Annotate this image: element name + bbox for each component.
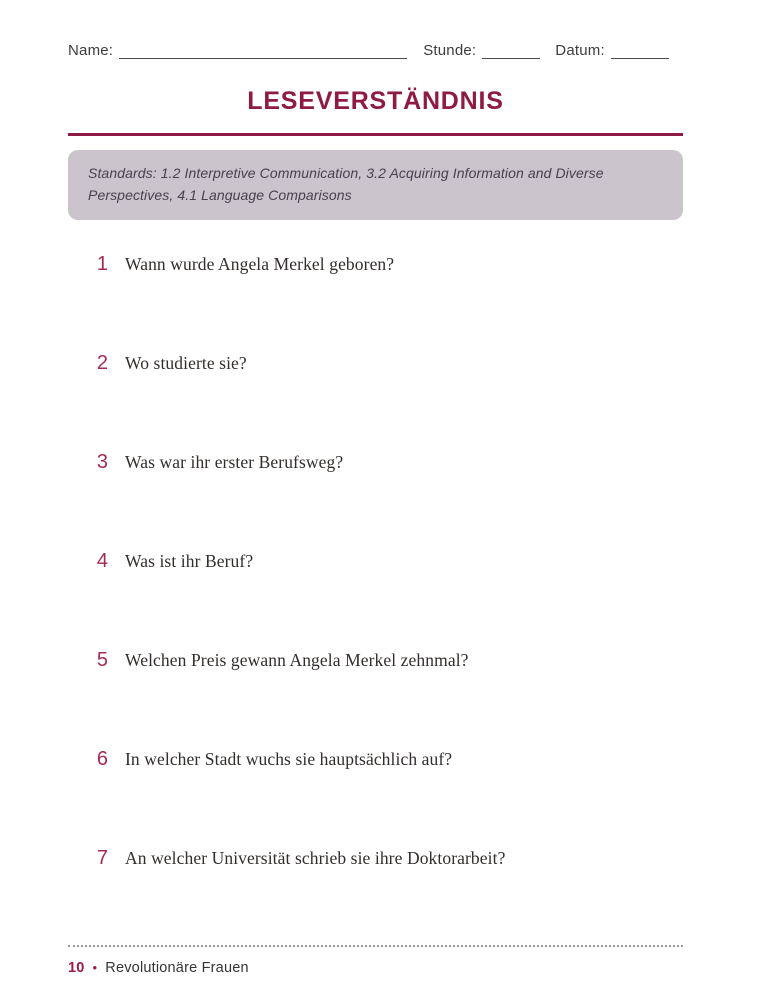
name-label: Name: bbox=[68, 42, 114, 59]
datum-blank-line bbox=[611, 43, 669, 59]
name-field-group bbox=[68, 42, 407, 59]
question-number: 6 bbox=[96, 748, 108, 771]
question-row bbox=[68, 649, 683, 672]
page-footer bbox=[68, 945, 683, 976]
footer-page-number: 10 bbox=[68, 960, 85, 976]
question-text: Wann wurde Angela Merkel geboren? bbox=[125, 254, 395, 275]
question-text: Was war ihr erster Berufsweg? bbox=[125, 452, 344, 473]
question-text: Was ist ihr Beruf? bbox=[125, 551, 254, 572]
question-number: 3 bbox=[96, 451, 108, 474]
question-row bbox=[68, 847, 683, 870]
question-text: In welcher Stadt wuchs sie hauptsächlich auf? bbox=[125, 749, 453, 770]
footer-dotted-divider bbox=[68, 945, 683, 947]
footer-book-title: Revolutionäre Frauen bbox=[105, 960, 249, 976]
worksheet-page bbox=[68, 0, 683, 1000]
footer-text-line bbox=[68, 960, 683, 976]
question-list bbox=[68, 253, 683, 870]
header-fill-in-row bbox=[68, 42, 683, 59]
name-blank-line bbox=[119, 43, 407, 59]
question-number: 1 bbox=[96, 253, 108, 276]
datum-field-group bbox=[555, 42, 669, 59]
stunde-field-group bbox=[423, 42, 540, 59]
question-row bbox=[68, 550, 683, 573]
question-number: 7 bbox=[96, 847, 108, 870]
question-row bbox=[68, 352, 683, 375]
standards-box: Standards: 1.2 Interpretive Communication, 3.2 Acquiring Information and Diverse Perspectives, 4.1 Language Comparisons bbox=[68, 150, 683, 220]
question-number: 5 bbox=[96, 649, 108, 672]
question-row bbox=[68, 748, 683, 771]
datum-label: Datum: bbox=[555, 42, 605, 59]
stunde-label: Stunde: bbox=[423, 42, 477, 59]
question-text: An welcher Universität schrieb sie ihre Doktorarbeit? bbox=[125, 848, 506, 869]
footer-bullet-icon: • bbox=[92, 960, 98, 975]
title-rule-divider bbox=[68, 133, 683, 136]
question-text: Wo studierte sie? bbox=[125, 353, 247, 374]
question-row bbox=[68, 253, 683, 276]
question-row bbox=[68, 451, 683, 474]
page-title: LESEVERSTÄNDNIS bbox=[247, 87, 504, 115]
question-number: 2 bbox=[96, 352, 108, 375]
question-text: Welchen Preis gewann Angela Merkel zehnmal? bbox=[125, 650, 469, 671]
stunde-blank-line bbox=[482, 43, 540, 59]
question-number: 4 bbox=[96, 550, 108, 573]
